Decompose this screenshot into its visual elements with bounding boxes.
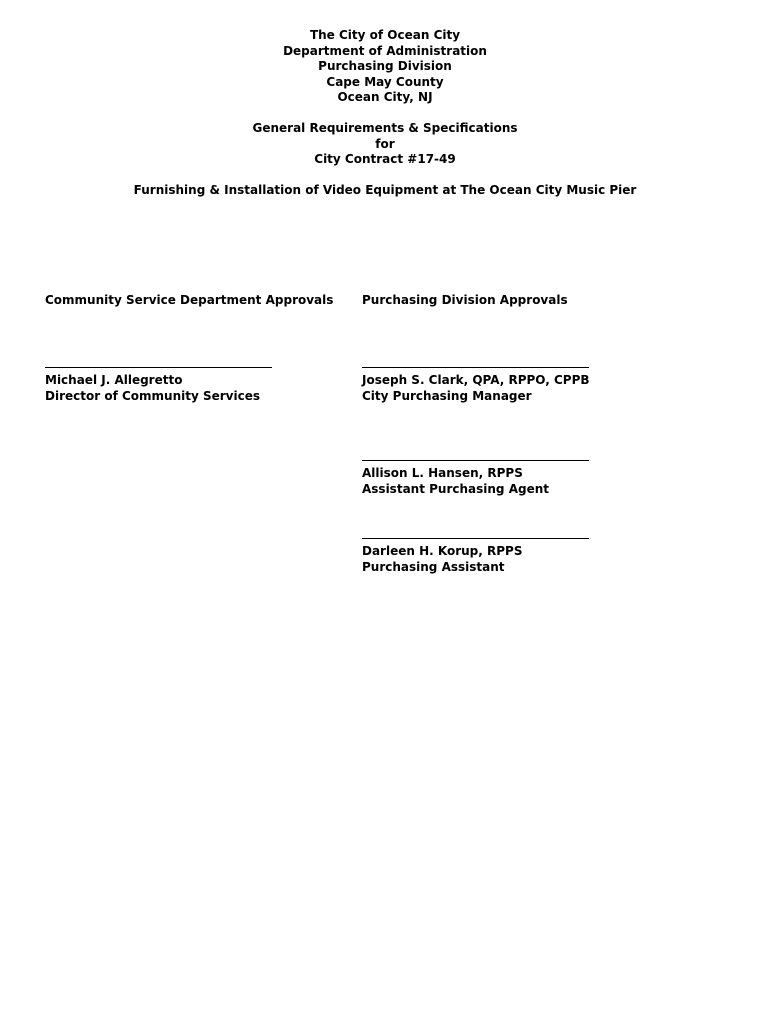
specification-heading: [0, 121, 770, 168]
signature-line: [45, 367, 272, 368]
signature-block-allegretto: [45, 367, 285, 404]
contract-number: City Contract #17-49: [314, 152, 456, 167]
right-approvals-heading: Purchasing Division Approvals: [362, 293, 568, 307]
signature-line: [362, 460, 589, 461]
spec-connector: for: [375, 136, 395, 151]
signature-line: [362, 367, 589, 368]
signature-block-hansen: [362, 460, 602, 497]
city-state: Ocean City, NJ: [337, 90, 433, 105]
signatory-title: Purchasing Assistant: [362, 560, 505, 574]
signature-block-korup: [362, 538, 602, 575]
department-name: Department of Administration: [283, 43, 487, 58]
signatory-name: Joseph S. Clark, QPA, RPPO, CPPB: [362, 373, 590, 387]
county-name: Cape May County: [326, 74, 444, 89]
project-title-block: [0, 183, 770, 199]
signature-block-clark: [362, 367, 602, 404]
signatory-name: Michael J. Allegretto: [45, 373, 183, 387]
left-approvals-heading: Community Service Department Approvals: [45, 293, 334, 307]
spec-title: General Requirements & Specifications: [252, 121, 518, 135]
signatory-name: Allison L. Hansen, RPPS: [362, 466, 523, 480]
signatory-title: City Purchasing Manager: [362, 389, 532, 403]
project-title: Furnishing & Installation of Video Equipment at The Ocean City Music Pier: [133, 183, 637, 197]
signature-line: [362, 538, 589, 539]
document-header: [0, 28, 770, 106]
signatory-title: Assistant Purchasing Agent: [362, 482, 549, 496]
city-name: The City of Ocean City: [309, 28, 461, 42]
division-name: Purchasing Division: [318, 59, 452, 74]
signatory-name: Darleen H. Korup, RPPS: [362, 544, 523, 558]
signatory-title: Director of Community Services: [45, 389, 260, 403]
